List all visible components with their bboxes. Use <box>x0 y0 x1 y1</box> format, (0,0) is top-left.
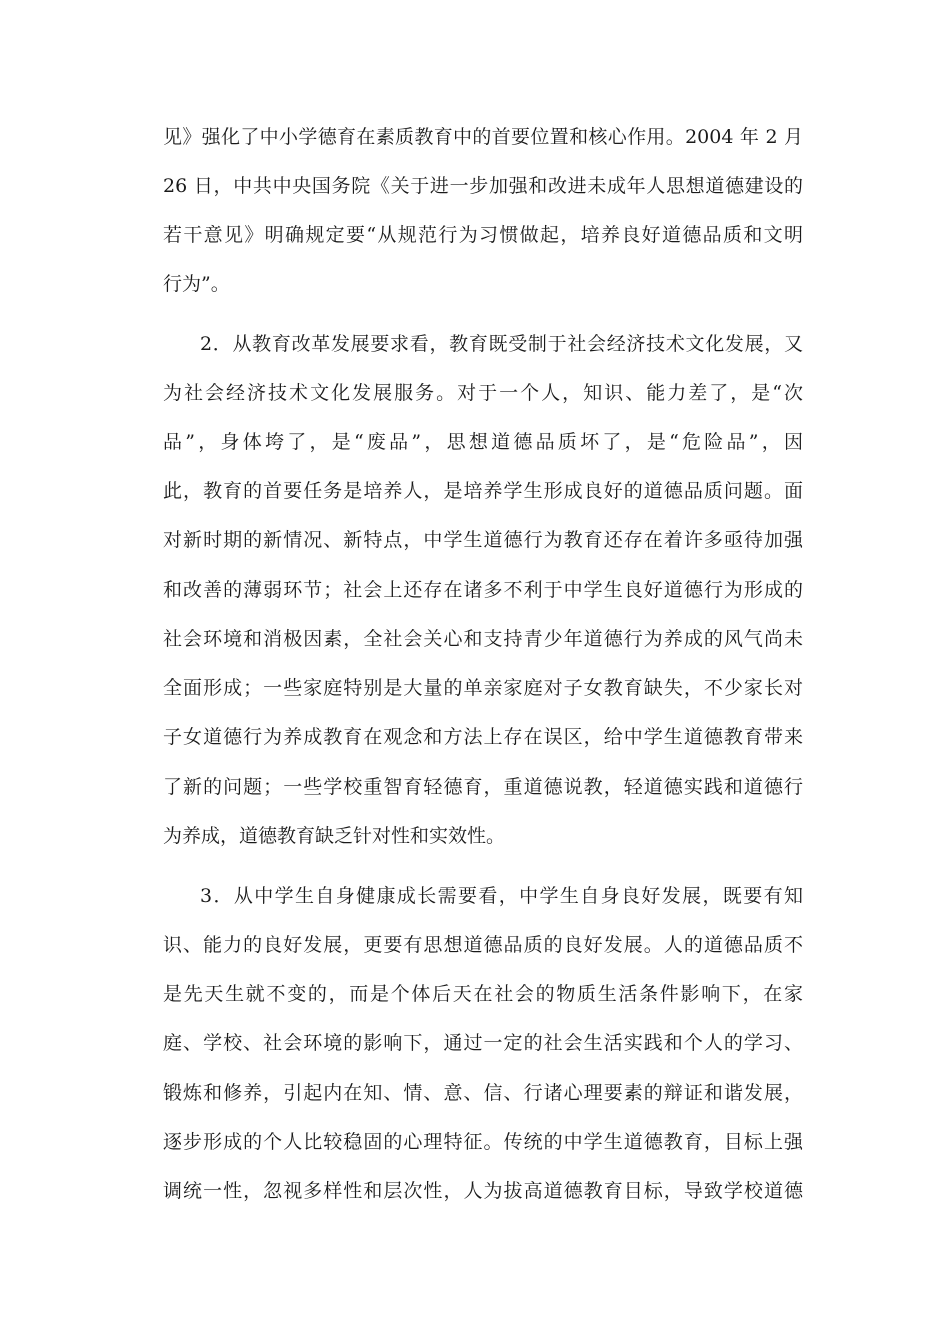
text-line: 社会环境和消极因素，全社会关心和支持青少年道德行为养成的风气尚未 <box>163 628 803 650</box>
text-line: 了新的问题；一些学校重智育轻德育，重道德说教，轻道德实践和道德行 <box>163 776 803 798</box>
text-line: 为社会经济技术文化发展服务。对于一个人，知识、能力差了，是“次 <box>163 382 803 404</box>
text-line: 调统一性，忽视多样性和层次性，人为拔高道德教育目标，导致学校道德 <box>163 1180 803 1202</box>
text-line: 庭、学校、社会环境的影响下，通过一定的社会生活实践和个人的学习、 <box>163 1032 803 1054</box>
text-line: 子女道德行为养成教育在观念和方法上存在误区，给中学生道德教育带来 <box>163 726 803 748</box>
text-line: 逐步形成的个人比较稳固的心理特征。传统的中学生道德教育，目标上强 <box>163 1131 803 1153</box>
text-line: 品”，身体垮了，是“废品”，思想道德品质坏了，是“危险品”，因 <box>163 431 803 453</box>
text-line: 对新时期的新情况、新特点，中学生道德行为教育还存在着许多亟待加强 <box>163 529 803 551</box>
text-line: 2．从教育改革发展要求看，教育既受制于社会经济技术文化发展，又 <box>200 333 803 355</box>
text-line: 见》强化了中小学德育在素质教育中的首要位置和核心作用。2004 年 2 月 <box>163 126 803 148</box>
text-line: 3．从中学生自身健康成长需要看，中学生自身良好发展，既要有知 <box>200 885 803 907</box>
text-line: 此，教育的首要任务是培养人，是培养学生形成良好的道德品质问题。面 <box>163 480 803 502</box>
text-line: 26 日，中共中央国务院《关于进一步加强和改进未成年人思想道德建设的 <box>163 175 803 197</box>
text-line: 锻炼和修养，引起内在知、情、意、信、行诸心理要素的辩证和谐发展， <box>163 1082 803 1104</box>
text-line: 和改善的薄弱环节；社会上还存在诸多不利于中学生良好道德行为形成的 <box>163 579 803 601</box>
text-line: 是先天生就不变的，而是个体后天在社会的物质生活条件影响下，在家 <box>163 983 803 1005</box>
text-line: 全面形成；一些家庭特别是大量的单亲家庭对子女教育缺失，不少家长对 <box>163 677 803 699</box>
text-line: 识、能力的良好发展，更要有思想道德品质的良好发展。人的道德品质不 <box>163 934 803 956</box>
text-line: 行为”。 <box>163 273 230 295</box>
text-line: 若干意见》明确规定要“从规范行为习惯做起，培养良好道德品质和文明 <box>163 224 803 246</box>
text-line: 为养成，道德教育缺乏针对性和实效性。 <box>163 825 506 847</box>
